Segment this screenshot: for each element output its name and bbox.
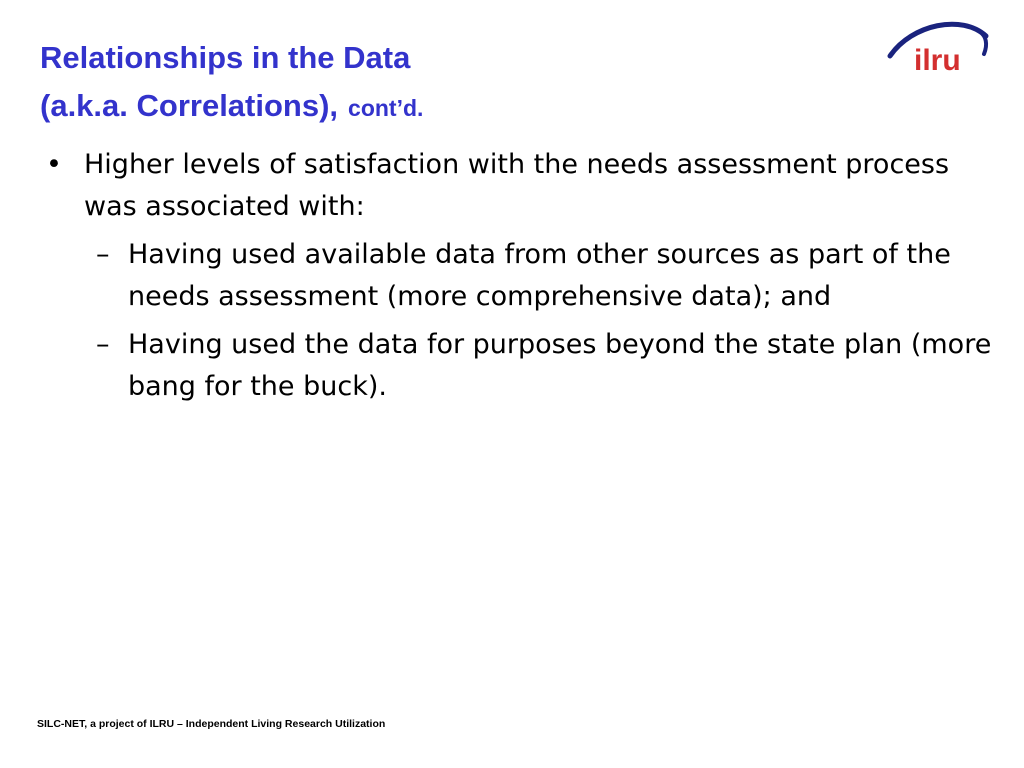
ilru-logo <box>884 14 992 76</box>
sub-bullet-text: Having used available data from other sources as part of the needs assessment (more comprehensive data); and <box>128 239 951 312</box>
bullet-text: Higher levels of satisfaction with the needs assessment process was associated with: <box>84 149 950 222</box>
bullet-marker: • <box>46 149 62 180</box>
bullet-item <box>46 144 1006 228</box>
slide-title <box>40 34 423 136</box>
sub-bullet-item <box>46 324 1006 408</box>
sub-bullet-marker: – <box>96 239 110 270</box>
logo-text: ilru <box>914 44 961 76</box>
title-line-1: Relationships in the Data <box>40 40 411 75</box>
sub-bullet-text: Having used the data for purposes beyond the state plan (more bang for the buck). <box>128 329 992 402</box>
sub-bullet-item <box>46 234 1006 318</box>
footer-text: SILC-NET, a project of ILRU – Independent Living Research Utilization <box>37 718 386 730</box>
sub-bullet-marker: – <box>96 329 110 360</box>
slide-body <box>46 144 1006 408</box>
title-continued: cont’d. <box>348 95 424 121</box>
title-line-2: (a.k.a. Correlations), <box>40 88 339 123</box>
